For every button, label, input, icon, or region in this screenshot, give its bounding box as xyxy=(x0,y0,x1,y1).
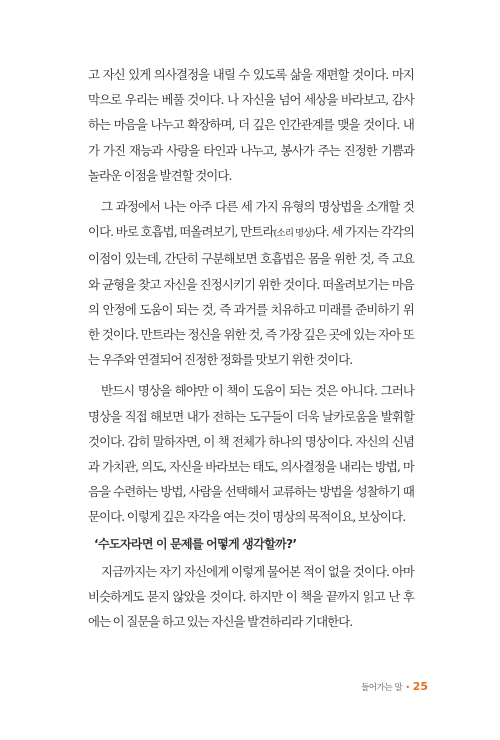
paragraph-1-text: 고 자신 있게 의사결정을 내릴 수 있도록 삶을 재편할 것이다. 마지막으로 우리는 베풀 것이다. 나 자신을 넘어 세상을 바라보고, 감사하는 마음을 나누고 확장하며, 더 깊은 인간관계를 맺을 것이다. 내가 가진 재능과 사랑을 타인과 나누고, 봉사가 주는 진정한 기쁨과 놀라운 이점을 발견할 것이다. xyxy=(88,67,414,183)
body-text xyxy=(88,62,414,634)
page-number: 25 xyxy=(412,680,428,693)
question-heading: ‘수도자라면 이 문제를 어떻게 생각할까?’ xyxy=(94,536,297,551)
paragraph-2-annotation: (소리 명상) xyxy=(273,228,315,240)
paragraph-3-text: 반드시 명상을 해야만 이 책이 도움이 되는 것은 아니다. 그러나 명상을 직접 해보면 내가 전하는 도구들이 더욱 날카로움을 발휘할 것이다. 감히 말하자면, 이 책 전체가 하나의 명상이다. 자신의 신념과 가치관, 의도, 자신을 바라보는 태도, 의사결정을 내리는 방법, 마음을 수련하는 방법, 사람을 선택해서 교류하는 방법을 성찰하기 때문이다. 이렇게 깊은 자각을 여는 것이 명상의 목적이요, 보상이다. xyxy=(88,383,414,525)
running-title: 들어가는 말 xyxy=(361,683,403,693)
paragraph-2-text-a: 그 과정에서 나는 아주 다른 세 가지 유형의 명상법을 소개할 것이다. 바로 호흡법, 떠올려보기, 만트라 xyxy=(88,199,414,240)
paragraph-1 xyxy=(88,62,414,188)
page-footer xyxy=(0,680,428,693)
paragraph-2 xyxy=(88,194,414,372)
paragraph-3 xyxy=(88,378,414,529)
closing-paragraph: 지금까지는 자기 자신에게 이렇게 물어본 적이 없을 것이다. 아마 비슷하게도 묻지 않았을 것이다. 하지만 이 책을 끝까지 읽고 난 후에는 이 질문을 하고 있는 자신을 발견하리라 기대한다. xyxy=(88,563,414,630)
paragraph-2-text-b: 다. 세 가지는 각각의 이점이 있는데, 간단히 구분해보면 호흡법은 몸을 위한 것, 즉 고요와 균형을 찾고 자신을 진정시키기 위한 것이다. 떠올려보기는 마음의 안정에 도움이 되는 것, 즉 과거를 치유하고 미래를 준비하기 위한 것이다. 만트라는 정신을 위한 것, 즉 가장 깊은 곳에 있는 자아 또는 우주와 연결되어 진정한 정화를 맛보기 위한 것이다. xyxy=(88,224,414,368)
bullet-separator: • xyxy=(405,683,410,692)
